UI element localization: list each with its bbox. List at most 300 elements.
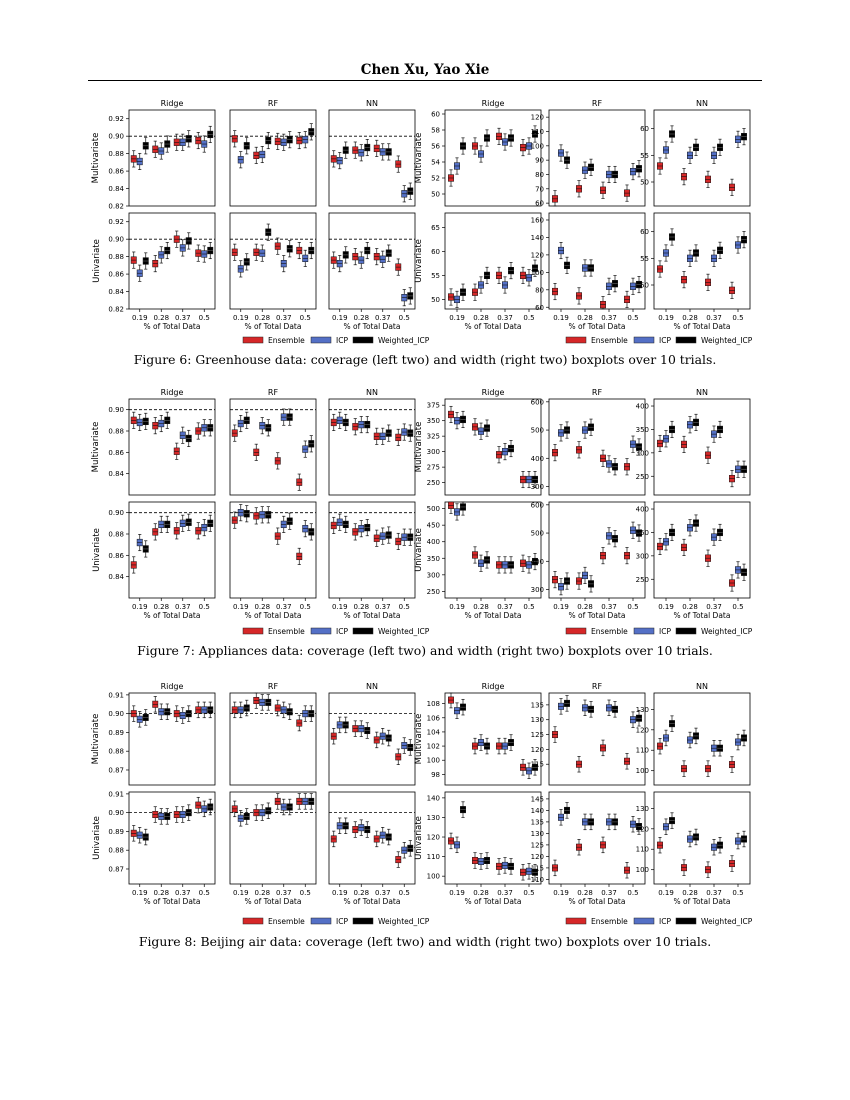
fig8-cov-r1-c2-xlabel: % of Total Data [343,897,401,906]
fig7-legend-left-swatch-icp [311,628,331,634]
fig8-cov-r0-c0-title: Ridge [160,682,184,691]
fig6-cov-r0-c0-ytick-label-2: 0.86 [108,167,124,176]
fig6-wid-r1-c1-ytick-label-3: 120 [530,251,544,260]
fig8-wid-r1-c2-ytick-label-3: 130 [635,804,649,813]
fig6-wid-r1-c2-ytick-label-2: 60 [640,228,649,237]
fig6-legend-left-label-icp: ICP [336,336,348,345]
fig7-wid-r1-c2-xlabel: % of Total Data [673,611,731,620]
fig6-wid-r0-c2-title: NN [696,99,708,108]
fig6-legend-right [566,336,753,345]
fig8-cov-r0-c0-ytick-label-0: 0.87 [108,766,124,775]
fig7-wid-r1-c0-ytick-label-1: 300 [426,571,440,580]
fig8-wid-r1-c2-ytick-label-0: 100 [635,866,649,875]
fig7-wid-r0-c2-frame [654,399,750,495]
fig7-cov-r0-c0-ytick-label-1: 0.86 [108,448,124,457]
fig6-cov-r0-c2 [329,99,415,206]
fig7-wid-r1-c2-frame [654,502,750,598]
fig7-cov-r1-c2-xtick-label-2: 0.37 [374,603,391,611]
fig6-cov-r1-c0-xlabel: % of Total Data [143,322,201,331]
fig7-wid-r0-c2 [636,388,750,495]
fig6-cov-r1-c1-xtick-label-2: 0.37 [275,314,292,322]
fig8-wid-r1-c1-xtick-label-1: 0.28 [577,889,593,897]
fig6-cov-r1-c0-ytick-label-3: 0.88 [108,253,124,262]
fig8-legend-right-swatch-ensemble [566,918,586,924]
fig7-wid-r1-c0-ytick-label-5: 500 [426,505,440,514]
fig8-cov-r0-c1 [230,682,316,785]
fig6-wid-r0-c0-ytick-label-1: 52 [431,174,440,183]
fig7-wid-r0-c1-ytick-label-0: 300 [530,483,544,492]
fig8-cov-r1-c1-xtick-label-0: 0.19 [232,889,249,897]
fig6-cov-r1-c1 [230,213,316,331]
fig8-cov-r0-c0 [108,682,215,785]
fig8-wid-r1-c0-ytick-label-1: 110 [426,853,440,862]
fig8-cov-r1-c2-xtick-label-2: 0.37 [374,889,391,897]
fig6-cov-r0-c0-title: Ridge [160,99,184,108]
fig8-row-label-wid-1: Univariate [414,816,424,860]
fig7-wid-r0-c0-ytick-label-0: 250 [426,479,440,488]
fig8-cov-r0-c1-title: RF [267,682,279,691]
fig6-legend-left-label-weighted_icp: Weighted_ICP [378,336,430,345]
fig8-cov-r1-c1-frame [230,792,316,884]
fig8-wid-r0-c2-ytick-label-1: 110 [635,746,649,755]
fig8-row-label-cov-1: Univariate [92,816,102,860]
fig7-cov-r1-c1-xlabel: % of Total Data [244,611,302,620]
figure-6-caption: Figure 6: Greenhouse data: coverage (left two) and width (right two) boxplots over 10 trials. [133,352,717,367]
fig7-legend-left-swatch-weighted_icp [353,628,373,634]
fig6-wid-r1-c0-ytick-label-1: 55 [431,271,440,280]
figure-7-caption: Figure 7: Appliances data: coverage (left two) and width (right two) boxplots over 10 trials. [137,643,713,658]
fig7-legend-right-label-icp: ICP [659,627,671,636]
fig8-wid-r0-c2-ytick-label-0: 100 [635,767,649,776]
fig6-wid-r0-c0-ytick-label-2: 54 [431,158,440,167]
figure-7 [88,387,762,665]
fig8-wid-r1-c1-xtick-label-3: 0.5 [627,889,639,897]
fig6-cov-r1-c1-xlabel: % of Total Data [244,322,302,331]
fig6-wid-r0-c2-ytick-label-0: 50 [640,178,649,187]
fig7-wid-r0-c1-ytick-label-1: 400 [530,454,544,463]
fig8-wid-r1-c0-xtick-label-3: 0.5 [523,889,535,897]
fig7-cov-r0-c0-ytick-label-0: 0.84 [108,470,124,479]
fig8-legend-right-label-ensemble: Ensemble [591,917,628,926]
fig6-wid-r0-c0-ytick-label-3: 56 [431,142,440,151]
fig8-wid-r0-c0-title: Ridge [481,682,505,691]
fig6-wid-r1-c1-xtick-label-1: 0.28 [577,314,593,322]
fig8-cov-r1-c0 [108,790,215,906]
fig8-wid-r1-c0-ytick-label-0: 100 [426,872,440,881]
fig8-cov-r1-c0-ytick-label-4: 0.91 [108,790,124,799]
fig7-cov-r1-c1-frame [230,502,316,598]
fig7-cov-r0-c2-title: NN [366,388,378,397]
fig7-wid-r1-c2 [636,502,750,620]
fig8-cov-r1-c1-xtick-label-3: 0.5 [299,889,311,897]
fig6-row-label-cov-0: Multivariate [91,132,101,184]
fig6-wid-r1-c2-xtick-label-0: 0.19 [658,314,674,322]
fig8-cov-r1-c0-xtick-label-3: 0.5 [198,889,210,897]
fig7-cov-r1-c2-xtick-label-1: 0.28 [353,603,370,611]
fig6-wid-r0-c0 [431,99,541,206]
fig6-legend-right-swatch-ensemble [566,337,586,343]
fig7-wid-r1-c2-ytick-label-1: 300 [635,552,649,561]
fig8-wid-r0-c0-ytick-label-5: 108 [426,700,440,709]
fig6-row-label-cov-1: Univariate [92,239,102,283]
fig7-legend-left-label-icp: ICP [336,627,348,636]
fig6-cov-r1-c0 [108,213,215,331]
fig7-cov-r0-c0-title: Ridge [160,388,184,397]
fig7-cov-r0-c2-frame [329,399,415,495]
fig8-wid-r0-c0-ytick-label-0: 98 [431,770,440,779]
fig7-row-label-wid-0: Multivariate [414,421,424,473]
fig7-wid-r0-c0-ytick-label-5: 375 [426,401,440,410]
fig8-cov-r0-c0-ytick-label-2: 0.89 [108,728,124,737]
fig7-cov-r0-c0-ytick-label-3: 0.90 [108,406,124,415]
fig7-wid-r0-c0-title: Ridge [481,388,505,397]
fig7-cov-r1-c2-xtick-label-3: 0.5 [398,603,410,611]
fig7-legend-right-swatch-icp [634,628,654,634]
fig6-wid-r1-c0-xtick-label-3: 0.5 [523,314,535,322]
fig6-wid-r1-c0-xtick-label-0: 0.19 [449,314,465,322]
fig6-legend-left-swatch-weighted_icp [353,337,373,343]
fig6-cov-r0-c0-ytick-label-3: 0.88 [108,150,124,159]
fig8-cov-r0-c0-ytick-label-4: 0.91 [108,691,124,700]
fig7-cov-r1-c2-xlabel: % of Total Data [343,611,401,620]
fig8-wid-r1-c0-ytick-label-4: 140 [426,794,440,803]
fig7-cov-r1-c1-xtick-label-1: 0.28 [254,603,271,611]
fig6-wid-r1-c0-ytick-label-0: 50 [431,295,440,304]
fig8-cov-r1-c0-ytick-label-1: 0.88 [108,846,124,855]
fig7-cov-r0-c2 [329,388,415,495]
figure-8 [88,682,762,957]
fig6-wid-r1-c0-xtick-label-1: 0.28 [473,314,489,322]
fig7-legend-left-label-ensemble: Ensemble [268,627,305,636]
fig6-wid-r1-c2-xtick-label-1: 0.28 [682,314,698,322]
fig7-cov-r0-c1-title: RF [267,388,279,397]
fig7-wid-r0-c2-ytick-label-3: 400 [635,402,649,411]
fig6-wid-r1-c2-xtick-label-2: 0.37 [706,314,722,322]
fig8-wid-r1-c0-xtick-label-1: 0.28 [473,889,489,897]
fig7-cov-r1-c0-xtick-label-2: 0.37 [174,603,191,611]
figure-6 [88,98,762,376]
fig7-wid-r1-c1-ytick-label-1: 400 [530,557,544,566]
fig8-wid-r1-c1-ytick-label-7: 145 [530,795,544,804]
fig6-wid-r0-c0-title: Ridge [481,99,505,108]
fig6-cov-r1-c2-xtick-label-2: 0.37 [374,314,391,322]
fig7-wid-r1-c2-xtick-label-0: 0.19 [658,603,674,611]
fig6-wid-r0-c2-ytick-label-1: 55 [640,151,649,160]
fig8-legend-left [243,917,430,926]
fig6-cov-r1-c0-ytick-label-1: 0.84 [108,288,124,297]
fig6-wid-r0-c0-ytick-label-5: 60 [431,110,440,119]
fig8-cov-r0-c0-ytick-label-1: 0.88 [108,747,124,756]
fig8-wid-r1-c2 [636,792,750,906]
fig6-wid-r0-c2-frame [654,110,750,206]
fig8-cov-r1-c1-xtick-label-1: 0.28 [254,889,271,897]
fig8-legend-left-swatch-ensemble [243,918,263,924]
fig8-wid-r0-c1-ytick-label-4: 135 [530,701,544,710]
fig7-wid-r1-c0-ytick-label-4: 450 [426,521,440,530]
fig7-cov-r1-c2 [329,502,415,620]
fig7-wid-r0-c0-ytick-label-2: 300 [426,448,440,457]
fig7-legend-right-label-ensemble: Ensemble [591,627,628,636]
fig8-cov-r1-c2-frame [329,792,415,884]
fig6-wid-r0-c1-title: RF [591,99,603,108]
fig8-wid-r1-c2-ytick-label-1: 110 [635,845,649,854]
fig8-legend-right-swatch-icp [634,918,654,924]
fig8-cov-r0-c2-frame [329,693,415,785]
fig7-wid-r1-c1-xtick-label-2: 0.37 [601,603,617,611]
fig8-wid-r0-c1-ytick-label-0: 115 [530,760,544,769]
fig6-cov-r1-c2-xlabel: % of Total Data [343,322,401,331]
fig6-cov-r1-c0-ytick-label-2: 0.86 [108,270,124,279]
header-rule [88,80,762,81]
fig7-cov-r1-c2-frame [329,502,415,598]
fig8-wid-r1-c0-ytick-label-2: 120 [426,833,440,842]
fig7-wid-r1-c0-xtick-label-1: 0.28 [473,603,489,611]
fig8-wid-r0-c1-ytick-label-2: 125 [530,731,544,740]
fig8-row-label-cov-0: Multivariate [91,713,101,765]
fig8-wid-r1-c2-xlabel: % of Total Data [673,897,731,906]
fig7-wid-r0-c0 [427,388,541,495]
fig8-wid-r0-c0-ytick-label-3: 104 [426,728,440,737]
fig7-wid-r1-c1-xtick-label-3: 0.5 [627,603,639,611]
fig6-cov-r0-c0 [108,99,215,211]
fig8-cov-r1-c0-ytick-label-0: 0.87 [108,865,124,874]
fig6-cov-r1-c1-xtick-label-0: 0.19 [232,314,249,322]
fig6-cov-r1-c0-xtick-label-1: 0.28 [153,314,170,322]
fig8-wid-r1-c1-xlabel: % of Total Data [568,897,626,906]
fig7-cov-r0-c0 [108,388,215,495]
fig6-wid-r0-c1-ytick-label-2: 80 [535,170,544,179]
fig7-wid-r0-c1-ytick-label-2: 500 [530,426,544,435]
fig8-wid-r0-c2-ytick-label-2: 120 [635,726,649,735]
fig6-wid-r0-c1-ytick-label-0: 60 [535,199,544,208]
fig8-wid-r1-c0-ytick-label-3: 130 [426,813,440,822]
fig8-legend-left-swatch-weighted_icp [353,918,373,924]
fig6-wid-r1-c1-ytick-label-5: 160 [530,216,544,225]
fig7-legend-left-label-weighted_icp: Weighted_ICP [378,627,430,636]
fig6-wid-r0-c1-ytick-label-4: 100 [530,142,544,151]
fig7-cov-r1-c0-xlabel: % of Total Data [143,611,201,620]
fig8-cov-r1-c1-xtick-label-2: 0.37 [275,889,292,897]
fig7-wid-r1-c2-ytick-label-0: 250 [635,575,649,584]
fig7-wid-r1-c0-ytick-label-2: 350 [426,554,440,563]
fig8-cov-r0-c2 [329,682,415,785]
fig8-wid-r1-c1-ytick-label-2: 120 [530,852,544,861]
fig7-cov-r1-c0 [108,502,215,620]
fig8-wid-r0-c2-title: NN [696,682,708,691]
fig7-cov-r1-c0-xtick-label-0: 0.19 [131,603,148,611]
fig7-wid-r0-c1 [531,388,645,495]
fig7-cov-r1-c0-ytick-label-0: 0.84 [108,573,124,582]
fig8-cov-r1-c0-xlabel: % of Total Data [143,897,201,906]
fig7-wid-r1-c0-xtick-label-0: 0.19 [449,603,465,611]
fig8-wid-r1-c0-xlabel: % of Total Data [464,897,522,906]
fig8-legend-right [566,917,753,926]
fig8-wid-r0-c1-title: RF [591,682,603,691]
fig6-legend-right-label-ensemble: Ensemble [591,336,628,345]
fig7-cov-r1-c1-xtick-label-2: 0.37 [275,603,292,611]
fig6-legend-right-label-icp: ICP [659,336,671,345]
fig7-wid-r0-c0-ytick-label-1: 275 [426,463,440,472]
fig7-wid-r0-c2-ytick-label-2: 350 [635,425,649,434]
fig6-wid-r1-c2-frame [654,213,750,309]
fig8-wid-r1-c2-xtick-label-2: 0.37 [706,889,722,897]
fig7-cov-r1-c0-ytick-label-1: 0.86 [108,551,124,560]
fig7-wid-r1-c2-ytick-label-3: 400 [635,505,649,514]
fig8-wid-r1-c1-ytick-label-1: 115 [530,864,544,873]
fig6-wid-r1-c0 [431,213,541,331]
fig7-cov-r1-c2-xtick-label-0: 0.19 [331,603,348,611]
fig7-wid-r0-c0-ytick-label-4: 350 [426,417,440,426]
fig8-wid-r0-c2-ytick-label-3: 130 [635,705,649,714]
fig6-legend-left-swatch-icp [311,337,331,343]
fig8-wid-r0-c2 [636,682,750,785]
fig8-wid-r1-c1-frame [549,792,645,884]
fig7-wid-r0-c2-title: NN [696,388,708,397]
fig8-wid-r1-c0-xtick-label-0: 0.19 [449,889,465,897]
fig6-wid-r1-c0-frame [445,213,541,309]
fig6-wid-r1-c1-frame [549,213,645,309]
fig6-cov-r0-c2-title: NN [366,99,378,108]
fig6-wid-r1-c0-xlabel: % of Total Data [464,322,522,331]
fig6-wid-r0-c0-ytick-label-0: 50 [431,190,440,199]
fig8-wid-r0-c0-ytick-label-2: 102 [426,742,440,751]
fig8-legend-right-swatch-weighted_icp [676,918,696,924]
fig7-legend-right-swatch-ensemble [566,628,586,634]
fig8-legend-left-swatch-icp [311,918,331,924]
fig8-legend-right-label-weighted_icp: Weighted_ICP [701,917,753,926]
fig6-cov-r1-c0-xtick-label-3: 0.5 [198,314,210,322]
fig6-cov-r1-c0-ytick-label-0: 0.82 [108,305,124,314]
fig6-wid-r1-c1-xlabel: % of Total Data [568,322,626,331]
fig6-wid-r1-c0-ytick-label-3: 65 [431,223,440,232]
fig7-cov-r1-c0-frame [129,502,215,598]
fig6-cov-r1-c0-frame [129,213,215,309]
figure-6-chart [88,98,762,356]
fig8-wid-r1-c1 [531,792,645,906]
fig6-cov-r1-c1-xtick-label-1: 0.28 [254,314,271,322]
fig7-cov-r1-c0-xtick-label-1: 0.28 [153,603,170,611]
fig6-legend-left-swatch-ensemble [243,337,263,343]
fig8-wid-r1-c1-ytick-label-4: 130 [530,829,544,838]
fig7-wid-r1-c0-xtick-label-2: 0.37 [497,603,513,611]
fig7-wid-r1-c0-xtick-label-3: 0.5 [523,603,535,611]
fig6-legend-right-swatch-weighted_icp [676,337,696,343]
page-header-authors: Chen Xu, Yao Xie [360,62,490,78]
fig7-cov-r1-c0-ytick-label-2: 0.88 [108,530,124,539]
fig8-wid-r1-c2-xtick-label-3: 0.5 [732,889,744,897]
fig6-wid-r1-c1-xtick-label-0: 0.19 [553,314,569,322]
fig6-wid-r1-c2-xlabel: % of Total Data [673,322,731,331]
fig8-cov-r1-c1 [230,792,316,906]
fig8-legend-right-label-icp: ICP [659,917,671,926]
fig8-cov-r1-c2-xtick-label-0: 0.19 [331,889,348,897]
fig7-wid-r1-c2-xtick-label-1: 0.28 [682,603,698,611]
fig7-wid-r1-c0-ytick-label-3: 400 [426,538,440,547]
fig8-legend-left-label-icp: ICP [336,917,348,926]
fig6-cov-r1-c0-ytick-label-5: 0.92 [108,218,124,227]
fig6-row-label-wid-1: Univariate [414,239,424,283]
fig8-row-label-wid-0: Multivariate [414,713,424,765]
fig8-cov-r1-c2-xtick-label-1: 0.28 [353,889,370,897]
fig6-cov-r1-c2 [329,213,415,331]
fig6-legend-left [243,336,430,345]
fig6-wid-r0-c1 [531,99,645,208]
fig7-row-label-cov-0: Multivariate [91,421,101,473]
fig6-wid-r1-c1-ytick-label-2: 100 [530,268,544,277]
fig6-cov-r1-c0-xtick-label-2: 0.37 [174,314,191,322]
fig6-row-label-wid-0: Multivariate [414,132,424,184]
fig8-wid-r1-c1-ytick-label-3: 125 [530,841,544,850]
fig6-legend-right-swatch-icp [634,337,654,343]
fig8-legend-left-label-weighted_icp: Weighted_ICP [378,917,430,926]
fig7-wid-r0-c0-ytick-label-3: 325 [426,432,440,441]
fig7-wid-r1-c2-xtick-label-3: 0.5 [732,603,744,611]
fig8-wid-r0-c1-ytick-label-1: 120 [530,745,544,754]
fig8-cov-r1-c0-ytick-label-3: 0.90 [108,809,124,818]
fig7-cov-r1-c1-xtick-label-0: 0.19 [232,603,249,611]
fig6-wid-r1-c1-ytick-label-1: 80 [535,286,544,295]
fig6-wid-r1-c1-xtick-label-2: 0.37 [601,314,617,322]
fig8-cov-r0-c0-ytick-label-3: 0.90 [108,710,124,719]
fig6-wid-r0-c2 [640,99,750,206]
fig8-wid-r1-c0 [427,792,541,906]
fig7-legend-right [566,627,753,636]
fig6-wid-r1-c0-xtick-label-2: 0.37 [497,314,513,322]
fig6-legend-right-label-weighted_icp: Weighted_ICP [701,336,753,345]
fig7-wid-r0-c2-ytick-label-1: 300 [635,449,649,458]
fig7-wid-r1-c2-ytick-label-2: 350 [635,528,649,537]
fig7-wid-r1-c1-ytick-label-2: 500 [530,529,544,538]
fig7-wid-r0-c1-title: RF [591,388,603,397]
fig6-wid-r1-c0-ytick-label-2: 60 [431,247,440,256]
fig7-wid-r0-c2-ytick-label-0: 250 [635,472,649,481]
fig8-wid-r0-c0-ytick-label-4: 106 [426,714,440,723]
fig8-wid-r1-c1-ytick-label-0: 110 [530,875,544,884]
fig6-cov-r1-c0-ytick-label-4: 0.90 [108,235,124,244]
fig6-cov-r0-c0-ytick-label-1: 0.84 [108,185,124,194]
fig7-wid-r1-c2-xtick-label-2: 0.37 [706,603,722,611]
fig6-wid-r0-c0-frame [445,110,541,206]
fig7-wid-r1-c0-xlabel: % of Total Data [464,611,522,620]
fig8-cov-r0-c2-title: NN [366,682,378,691]
fig7-cov-r1-c1-xtick-label-3: 0.5 [299,603,311,611]
fig7-wid-r1-c0-ytick-label-0: 250 [426,587,440,596]
fig6-wid-r0-c1-frame [549,110,645,206]
fig8-wid-r0-c1 [531,682,645,785]
fig8-cov-r1-c0-ytick-label-2: 0.89 [108,827,124,836]
fig6-cov-r0-c0-ytick-label-4: 0.90 [108,132,124,141]
fig7-cov-r1-c1 [230,502,316,620]
figure-7-chart [88,387,762,645]
fig7-wid-r1-c1-ytick-label-3: 600 [530,501,544,510]
fig8-wid-r1-c1-xtick-label-0: 0.19 [553,889,569,897]
fig8-cov-r1-c1-xlabel: % of Total Data [244,897,302,906]
fig7-wid-r1-c1-xtick-label-0: 0.19 [553,603,569,611]
fig6-wid-r0-c1-ytick-label-1: 70 [535,185,544,194]
fig6-wid-r1-c2-xtick-label-3: 0.5 [732,314,744,322]
figure-8-chart [88,682,762,937]
fig8-legend-left-label-ensemble: Ensemble [268,917,305,926]
fig8-wid-r1-c0-xtick-label-2: 0.37 [497,889,513,897]
fig6-wid-r0-c1-ytick-label-5: 110 [530,127,544,136]
fig6-cov-r1-c0-xtick-label-0: 0.19 [131,314,148,322]
fig7-cov-r0-c1 [230,388,316,495]
fig6-legend-left-label-ensemble: Ensemble [268,336,305,345]
fig8-cov-r1-c2-xtick-label-3: 0.5 [398,889,410,897]
fig8-wid-r1-c2-xtick-label-0: 0.19 [658,889,674,897]
fig8-wid-r0-c1-ytick-label-3: 130 [530,716,544,725]
fig6-wid-r1-c1-xtick-label-3: 0.5 [627,314,639,322]
